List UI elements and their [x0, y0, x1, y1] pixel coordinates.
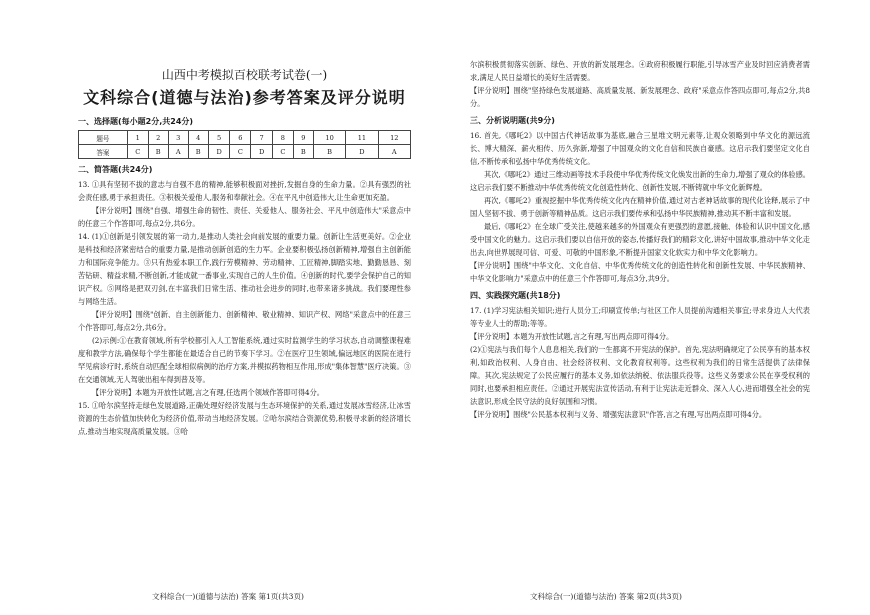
question-row-label: 题号	[79, 131, 128, 145]
question-row	[79, 131, 411, 145]
answer-cell: D	[208, 145, 230, 159]
answer-cell: B	[188, 145, 208, 159]
footer-left: 文科综合(一)(道德与法治) 答案 第1页(共3页)	[152, 592, 304, 601]
question-number: 1	[127, 131, 148, 145]
q16-paragraph: 最后,《哪吒2》在全球广受关注,使越来越多的外国观众有更强烈的意愿,接触、体验和认识中国文化,感受中国文化的魅力。这启示我们要以自信开放的姿态,传播好我们的精彩文化,讲好中国故事,推动中华文化走出去,向世界展现可信、可爱、可敬的中国形象,不断提升国家文化软实力和中华文化影响力。	[470, 222, 810, 257]
answer-cell: C	[127, 145, 148, 159]
answer-cell: A	[168, 145, 188, 159]
answer-cell: B	[148, 145, 168, 159]
exam-title: 山西中考模拟百校联考试卷(一)	[161, 68, 328, 82]
scoring-note: 【评分说明】本题为开放性试题,言之有理,写出两点即可得4分。	[470, 332, 674, 341]
page-right	[470, 58, 810, 421]
q16-paragraph: 其次,《哪吒2》通过三维动画等技术手段使中华优秀传统文化焕发出新的生命力,增强了观众的体验感。这启示我们要不断推动中华优秀传统文化创造性转化、创新性发展,不断铸就中华文化新辉煌。	[470, 170, 810, 192]
answer-cell: D	[346, 145, 378, 159]
q13-answer: 13. ①具有坚韧不拔的意志与自强不息的精神,能够积极面对挫折,发掘自身的生命力量。②具有强烈的社会责任感,勇于承担责任。③积极关爱他人,服务和奉献社会。④在平凡中创造伟大,让生命更加充盈。	[78, 180, 411, 202]
q14-2-answer: (2)示例:①在教育领域,所有学校都引入人工智能系统,通过实时监测学生的学习状态,自动调整课程难度和教学方法,确保每个学生都能在最适合自己的节奏下学习。②在医疗卫生领域,偏远地区的医院在进行罕见病诊疗时,系统自动匹配全球相似病例的治疗方案,并模拟药物相互作用,形成"集体智慧"医疗决策。③在交通领域,无人驾驶出租车得到普及等。	[78, 336, 411, 384]
answer-cell: D	[251, 145, 273, 159]
q17-answer: 17. (1)学习宪法相关知识;进行人员分工;印刷宣传单;与社区工作人员提前沟通相关事宜;寻求身边人大代表等专业人士的帮助;等等。	[470, 306, 810, 328]
answer-cell: C	[230, 145, 251, 159]
question-number: 4	[188, 131, 208, 145]
section3-heading: 三、分析说明题(共9分)	[470, 116, 555, 125]
answer-row	[79, 145, 411, 159]
scoring-note: 【评分说明】围绕"自强、增强生命的韧性、责任、关爱他人、服务社会、平凡中创造伟大"采意点中的任意三个作答即可,每点2分,共6分。	[78, 206, 411, 228]
question-number: 2	[148, 131, 168, 145]
section1-heading: 一、选择题(每小题2分,共24分)	[78, 117, 194, 126]
answer-cell: B	[293, 145, 313, 159]
q17-2-answer: (2)①宪法与我们每个人息息相关,我们的一生都离不开宪法的保护。首先,宪法明确规定了公民享有的基本权利,如政治权利、人身自由、社会经济权利、文化教育权利等。这些权利为我们的日常生活提供了法律保障。其次,宪法规定了公民应履行的基本义务,如依法纳税、依法服兵役等。这些义务要求公民在享受权利的同时,也要承担相应责任。②通过开展宪法宣传活动,有利于让宪法走近群众、深入人心,进而增强全社会的宪法意识,形成全民守法的良好氛围和习惯。	[470, 345, 810, 406]
q15-answer: 15. ①哈尔滨坚持走绿色发展道路,正确处理好经济发展与生态环境保护的关系,通过发展冰雪经济,让冰雪资源的生态价值加快转化为经济价值,带动当地经济发展。②哈尔滨结合资源优势,积极寻求新的经济增长点,推动当地实现高质量发展。③哈	[78, 401, 411, 436]
q16-paragraph: 再次,《哪吒2》重视挖掘中华优秀传统文化内在精神价值,通过对古老神话故事的现代化诠释,展示了中国人坚韧不拔、勇于创新等精神品质。这启示我们要传承和弘扬中华民族精神,推动其不断丰富和发展。	[470, 196, 810, 218]
answer-cell: C	[272, 145, 293, 159]
question-number: 3	[168, 131, 188, 145]
answer-cell: A	[378, 145, 410, 159]
page-left	[78, 66, 411, 438]
footer-right: 文科综合(一)(道德与法治) 答案 第2页(共3页)	[530, 592, 682, 601]
question-number: 6	[230, 131, 251, 145]
q15-continuation: 尔滨积极贯彻落实创新、绿色、开放的新发展理念。④政府积极履行职能,引导冰雪产业及时回应消费者需求,满足人民日益增长的美好生活需要。	[470, 60, 810, 82]
question-number: 11	[346, 131, 378, 145]
question-number: 8	[272, 131, 293, 145]
question-number: 5	[208, 131, 230, 145]
scoring-note: 【评分说明】围绕"坚持绿色发展道路、高质量发展、新发展理念、政府"采意点作答四点即可,每点2分,共8分。	[470, 86, 810, 108]
scoring-note: 【评分说明】本题为开放性试题,言之有理,任选两个领域作答即可得4分。	[92, 388, 324, 397]
answer-table	[78, 130, 411, 159]
answer-cell: B	[313, 145, 345, 159]
q14-answer: 14. (1)①创新是引领发展的第一动力,是推动人类社会向前发展的重要力量。创新让生活更美好。②企业是科技和经济紧密结合的重要力量,是推动创新创造的生力军。企业要积极弘扬创新精神,增强自主创新能力和国际竞争能力。③只有热爱本职工作,践行劳模精神、劳动精神、工匠精神,脚踏实地、勤勤恳恳、刻苦钻研、精益求精,不断创新,才能成就一番事业,实现自己的人生价值。④创新的时代,要学会保护自己的知识产权。⑤网络是把双刃剑,在丰富我们日常生活、推动社会进步的同时,也带来诸多挑战。我们要理性参与网络生活。	[78, 232, 411, 306]
question-number: 7	[251, 131, 273, 145]
question-number: 10	[313, 131, 345, 145]
question-number: 12	[378, 131, 410, 145]
document-title: 文科综合(道德与法治)参考答案及评分说明	[83, 88, 406, 107]
scoring-note: 【评分说明】围绕"创新、自主创新能力、创新精神、敬业精神、知识产权、网络"采意点中的任意三个作答即可,每点2分,共6分。	[78, 310, 411, 332]
scoring-note: 【评分说明】围绕"中华文化、文化自信、中华优秀传统文化的创造性转化和创新性发展、中华民族精神、中华文化影响力"采意点中的任意三个作答即可,每点3分,共9分。	[470, 261, 810, 283]
scoring-note: 【评分说明】围绕"公民基本权利与义务、增强宪法意识"作答,言之有理,写出两点即可得4分。	[470, 410, 767, 419]
section2-heading: 二、简答题(共24分)	[78, 165, 153, 174]
question-number: 9	[293, 131, 313, 145]
answer-row-label: 答案	[79, 145, 128, 159]
q16-answer: 16. 首先,《哪吒2》以中国古代神话故事为基底,融合三星堆文明元素等,让观众领略到中华文化的源远流长、博大精深、薪火相传、历久弥新,增强了中国观众的文化自信和民族自豪感。这启示我们要坚定文化自信,不断传承和弘扬中华优秀传统文化。	[470, 131, 810, 166]
section4-heading: 四、实践探究题(共18分)	[470, 291, 561, 300]
